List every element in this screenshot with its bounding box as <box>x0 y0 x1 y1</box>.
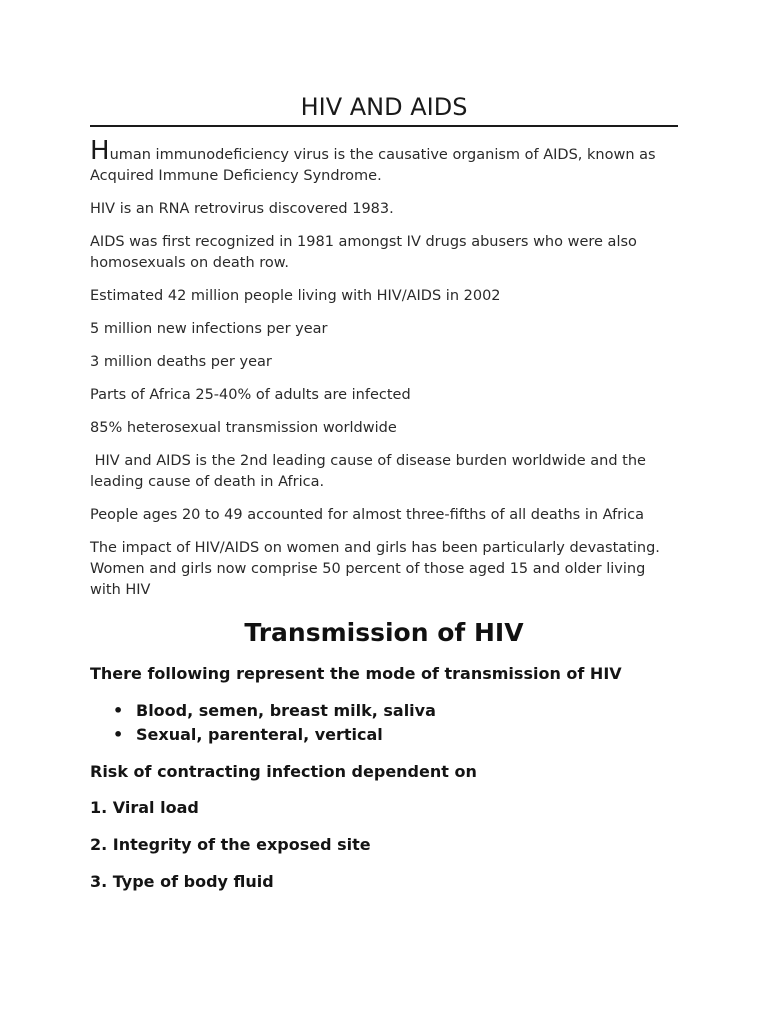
paragraph-estimated-living: Estimated 42 million people living with HIV/AIDS in 2002 <box>90 288 501 304</box>
bullet-icon: • <box>113 725 124 744</box>
intro-dropcap: H <box>90 136 110 166</box>
numbered-item-integrity: 2. Integrity of the exposed site <box>90 835 371 854</box>
paragraph-heterosexual: 85% heterosexual transmission worldwide <box>90 420 397 436</box>
list-item <box>113 699 678 723</box>
risk-lead: Risk of contracting infection dependent on <box>90 762 477 781</box>
transmission-bullet-list <box>90 699 678 747</box>
paragraph-new-infections: 5 million new infections per year <box>90 321 328 337</box>
list-item-text: Blood, semen, breast milk, saliva <box>136 701 436 720</box>
section-heading: Transmission of HIV <box>244 618 524 647</box>
document-title: HIV AND AIDS <box>300 93 468 121</box>
paragraph-first-recognized: AIDS was first recognized in 1981 amongst IV drugs abusers who were also homosexuals on death row. <box>90 234 637 271</box>
paragraph-disease-burden: HIV and AIDS is the 2nd leading cause of disease burden worldwide and the leading cause of death in Africa. <box>90 453 651 490</box>
paragraph-women-girls: The impact of HIV/AIDS on women and girls has been particularly devastating. Women and girls now comprise 50 percent of those aged 15 and older living with HIV <box>90 540 660 598</box>
title-underline <box>90 125 678 127</box>
paragraph-africa-adults: Parts of Africa 25-40% of adults are infected <box>90 387 411 403</box>
document-page <box>90 92 678 908</box>
transmission-lead: There following represent the mode of transmission of HIV <box>90 664 622 683</box>
paragraph-ages: People ages 20 to 49 accounted for almost three-fifths of all deaths in Africa <box>90 507 645 523</box>
list-item <box>113 723 678 747</box>
list-item-text: Sexual, parenteral, vertical <box>136 725 383 744</box>
numbered-item-body-fluid: 3. Type of body fluid <box>90 872 274 891</box>
intro-paragraph <box>90 136 678 187</box>
intro-text: uman immunodeficiency virus is the causative organism of AIDS, known as Acquired Immune Deficiency Syndrome. <box>90 147 656 184</box>
bullet-icon: • <box>113 701 124 720</box>
paragraph-deaths: 3 million deaths per year <box>90 354 272 370</box>
numbered-item-viral-load: 1. Viral load <box>90 798 199 817</box>
paragraph-rna-retrovirus: HIV is an RNA retrovirus discovered 1983. <box>90 201 394 217</box>
